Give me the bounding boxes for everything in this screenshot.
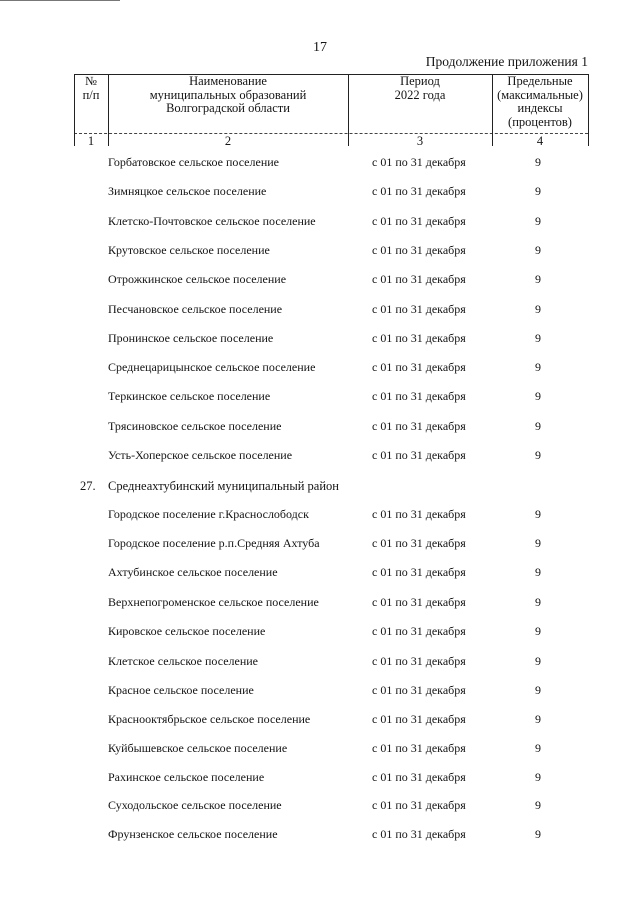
settlement-name: Зимняцкое сельское поселение [108,184,267,198]
period-value: с 01 по 31 декабря [372,214,466,228]
index-value: 9 [535,155,541,169]
period-value: с 01 по 31 декабря [372,595,466,609]
settlement-name: Городское поселение р.п.Средняя Ахтуба [108,536,320,550]
header-col-period-line: 2022 года [394,87,446,102]
settlement-name: Рахинское сельское поселение [108,770,265,784]
settlement-name: Крутовское сельское поселение [108,243,270,257]
settlement-name: Усть-Хоперское сельское поселение [108,448,293,462]
index-value: 9 [535,360,541,374]
index-value: 9 [535,654,541,668]
period-value: с 01 по 31 декабря [372,360,466,374]
index-value: 9 [535,827,541,841]
index-value: 9 [535,536,541,550]
period-value: с 01 по 31 декабря [372,272,466,286]
column-number-4: 4 [536,134,544,148]
index-value: 9 [535,419,541,433]
header-col-index-line: (процентов) [508,114,572,129]
period-value: с 01 по 31 декабря [372,624,466,638]
header-col-name-line: муниципальных образований [149,87,307,102]
period-value: с 01 по 31 декабря [372,712,466,726]
table-row [0,330,640,346]
index-value: 9 [535,798,541,812]
page-number: 17 [313,40,327,55]
settlement-name: Кировское сельское поселение [108,624,266,638]
table-row [0,740,640,756]
table-row [0,711,640,727]
header-col-number-line: п/п [82,87,100,102]
table-row [0,447,640,463]
table-row [0,506,640,522]
table-row [0,682,640,698]
period-value: с 01 по 31 декабря [372,184,466,198]
header-col-index-line: (максимальные) [497,87,583,102]
index-value: 9 [535,389,541,403]
period-value: с 01 по 31 декабря [372,565,466,579]
period-value: с 01 по 31 декабря [372,448,466,462]
settlement-name: Красное сельское поселение [108,683,254,697]
index-value: 9 [535,595,541,609]
index-value: 9 [535,507,541,521]
header-col-name [108,75,348,116]
settlement-name: Городское поселение г.Краснослободск [108,507,309,521]
table-row [0,826,640,842]
period-value: с 01 по 31 декабря [372,331,466,345]
index-value: 9 [535,302,541,316]
index-value: 9 [535,331,541,345]
table-row [0,653,640,669]
table-row [0,183,640,199]
index-value: 9 [535,741,541,755]
period-value: с 01 по 31 декабря [372,770,466,784]
period-value: с 01 по 31 декабря [372,302,466,316]
settlement-name: Трясиновское сельское поселение [108,419,282,433]
column-number-1: 1 [87,134,95,148]
header-col-period [348,75,492,102]
settlement-name: Пронинское сельское поселение [108,331,274,345]
settlement-name: Куйбышевское сельское поселение [108,741,288,755]
index-value: 9 [535,683,541,697]
column-number-3: 3 [416,134,424,148]
header-col-number [74,75,108,102]
table-row [0,359,640,375]
period-value: с 01 по 31 декабря [372,827,466,841]
header-col-index-line: индексы [517,101,563,115]
table-row [0,388,640,404]
district-number: 27. [80,479,96,493]
index-value: 9 [535,214,541,228]
table-row [0,418,640,434]
district-heading [0,478,640,494]
settlement-name: Среднецарицынское сельское поселение [108,360,316,374]
header-column-number-rule [74,133,588,134]
period-value: с 01 по 31 декабря [372,155,466,169]
header-col-name-line: Наименование [189,74,267,88]
period-value: с 01 по 31 декабря [372,243,466,257]
table-row [0,623,640,639]
period-value: с 01 по 31 декабря [372,419,466,433]
table-row [0,769,640,785]
header-col-period-line: Период [400,74,440,88]
index-value: 9 [535,272,541,286]
table-row [0,535,640,551]
settlement-name: Отрожкинское сельское поселение [108,272,287,286]
settlement-name: Ахтубинское сельское поселение [108,565,278,579]
settlement-name: Краснооктябрьское сельское поселение [108,712,311,726]
settlement-name: Фрунзенское сельское поселение [108,827,278,841]
table-row [0,271,640,287]
period-value: с 01 по 31 декабря [372,389,466,403]
header-divider-right [588,74,589,146]
column-number-2: 2 [224,134,232,148]
settlement-name: Горбатовское сельское поселение [108,155,279,169]
period-value: с 01 по 31 декабря [372,654,466,668]
settlement-name: Верхнепогроменское сельское поселение [108,595,319,609]
index-value: 9 [535,712,541,726]
index-value: 9 [535,243,541,257]
period-value: с 01 по 31 декабря [372,507,466,521]
table-row [0,564,640,580]
header-col-number-line: № [85,74,97,88]
period-value: с 01 по 31 декабря [372,741,466,755]
header-col-name-line: Волгоградской области [166,101,290,115]
index-value: 9 [535,624,541,638]
district-name: Среднеахтубинский муниципальный район [108,479,339,493]
index-value: 9 [535,770,541,784]
index-value: 9 [535,565,541,579]
table-row [0,594,640,610]
index-value: 9 [535,448,541,462]
settlement-name: Клетское сельское поселение [108,654,259,668]
table-row [0,797,640,813]
header-col-index-line: Предельные [507,74,573,88]
period-value: с 01 по 31 декабря [372,798,466,812]
settlement-name: Клетско-Почтовское сельское поселение [108,214,316,228]
table-header [74,74,588,146]
index-value: 9 [535,184,541,198]
appendix-continuation-label: Продолжение приложения 1 [425,54,588,69]
period-value: с 01 по 31 декабря [372,536,466,550]
settlement-name: Песчановское сельское поселение [108,302,283,316]
settlement-name: Теркинское сельское поселение [108,389,271,403]
table-row [0,242,640,258]
header-col-index [492,75,588,129]
table-row [0,213,640,229]
settlement-name: Суходольское сельское поселение [108,798,282,812]
page-top-edge [0,0,120,1]
period-value: с 01 по 31 декабря [372,683,466,697]
table-row [0,301,640,317]
table-row [0,154,640,170]
